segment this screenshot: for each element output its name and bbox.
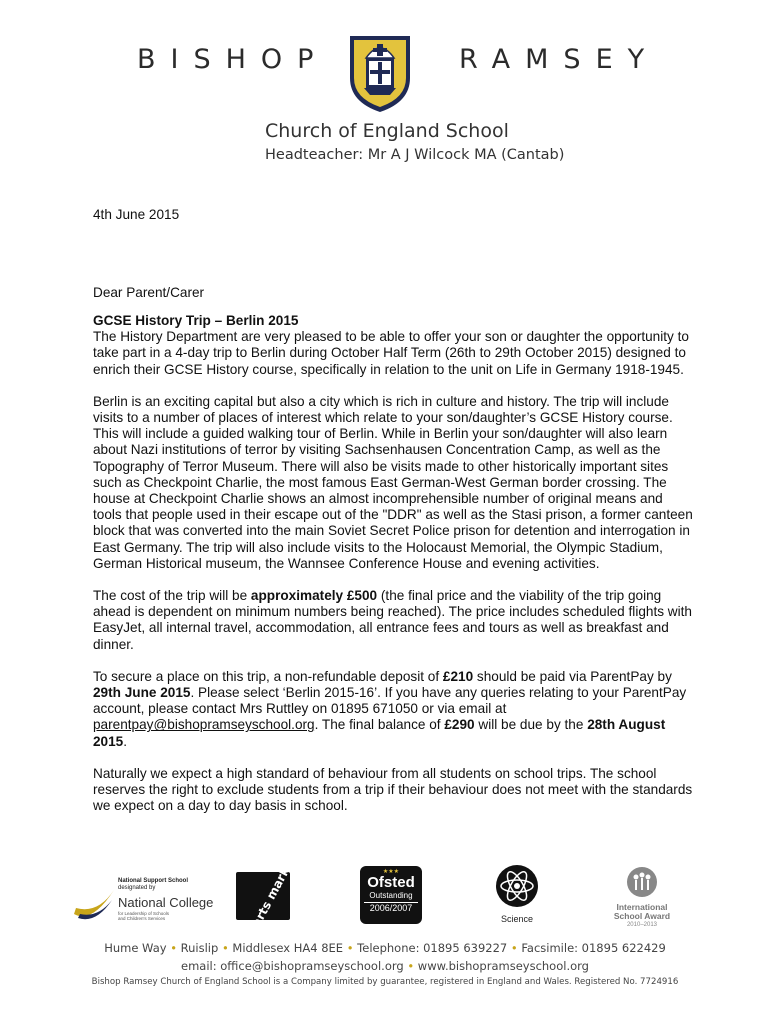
email-link[interactable]: parentpay@bishopramseyschool.org: [93, 717, 315, 733]
text-run: To secure a place on this trip, a non-refundable deposit of: [93, 668, 443, 684]
ofsted-grade: Outstanding: [369, 891, 413, 900]
letter-date: 4th June 2015: [93, 207, 180, 222]
science-label: Science: [500, 914, 534, 924]
footer-website[interactable]: www.bishopramseyschool.org: [417, 959, 589, 973]
balance-amount: £290: [444, 717, 475, 733]
ofsted-name: Ofsted: [367, 874, 415, 891]
ofsted-years: 2006/2007: [364, 902, 418, 914]
letter-body: [93, 313, 693, 830]
paragraph-itinerary: Berlin is an exciting capital but also a city which is rich in culture and history. The trip will include visits to a number of places of interest which relate to your son/daughter’s GCSE History course. This will include a guided walking tour of Berlin. While in Berlin your son/daughter will also learn about Nazi institutions of terror by visiting Sachsenhausen Concentration Camp, as well as the Topography of Terror Museum. There will also be visits made to other historically important sites such as Checkpoint Charlie, the most famous East German-West German border crossing. The house at Checkpoint Charlie shows an almost incomprehensible number of original means and tools that people used in their escape out of the "DDR" as well as the Stasi prison, a former canteen block that was converted into the main Soviet Secret Police prison for detention and interrogation in East Germany. The trip will also include visits to the Holocaust Memorial, the Olympic Stadium, German Historical museum, the Wannsee Conference House and evening activities.: [93, 393, 693, 571]
isa-line2: School Award: [613, 911, 671, 921]
artsmark-text: arts mark: [249, 864, 293, 930]
cost-amount: approximately £500: [250, 588, 378, 604]
text-run: (the final price and the viability of the trip going ahead is dependent on minimum numbers being reached). The price includes scheduled flights with EasyJet, all internal travel, accommodation, all entrance fees and tours as well as breakfast and dinner.: [93, 588, 692, 652]
nss-line2: designated by: [118, 885, 156, 891]
paragraph-intro: [93, 313, 693, 378]
footer-telephone: Telephone: 01895 639227: [357, 941, 508, 955]
text-run: .: [123, 733, 128, 749]
science-logo: [491, 864, 543, 924]
footer-county: Middlesex HA4 8EE: [232, 941, 344, 955]
footer-address: [0, 941, 770, 955]
footer-street: Hume Way: [104, 941, 167, 955]
salutation: Dear Parent/Carer: [93, 285, 205, 300]
deposit-deadline: 29th June 2015: [93, 685, 191, 701]
school-crest-icon: [346, 32, 414, 114]
paragraph-cost: [93, 588, 693, 653]
artsmark-logo: [236, 864, 293, 930]
separator-dot: •: [407, 959, 415, 973]
paragraph-payment: [93, 669, 693, 750]
letter-heading: GCSE History Trip – Berlin 2015: [93, 313, 299, 328]
separator-dot: •: [346, 941, 354, 955]
school-name-right: RAMSEY: [459, 44, 660, 75]
atom-icon: [495, 864, 539, 908]
nc-tag2: and Children's Services: [118, 916, 166, 921]
nc-tag1: for Leadership of Schools: [118, 911, 170, 916]
nc-name: National College: [118, 895, 214, 910]
footer-email[interactable]: email: office@bishopramseyschool.org: [181, 959, 404, 973]
text-run: The cost of the trip will be: [93, 588, 251, 604]
text-run: should be paid via ParentPay by: [473, 668, 672, 684]
balance-deadline: 28th August 2015: [93, 717, 666, 749]
paragraph-behaviour: Naturally we expect a high standard of behaviour from all students on school trips. The school reserves the right to exclude students from a trip if their behaviour does not meet with the standards we expect on a day to day basis in school.: [93, 765, 693, 814]
text-run: . Please select ‘Berlin 2015-16’. If you have any queries relating to your ParentPay account, please contact Mrs Ruttley on 01895 671050 or via email at: [93, 685, 687, 717]
separator-dot: •: [221, 941, 229, 955]
nss-line1: National Support School: [118, 878, 188, 884]
separator-dot: •: [170, 941, 177, 955]
ofsted-logo: [360, 866, 422, 924]
swoosh-icon: [72, 884, 118, 924]
isa-line1: International: [616, 902, 668, 912]
text-run: will be due by the: [474, 717, 588, 733]
footer-contact: [0, 959, 770, 973]
footer-town: Ruislip: [180, 941, 219, 955]
paragraph-text: The History Department are very pleased to be able to offer your son or daughter the opportunity to take part in a 4-day trip to Berlin during October Half Term (26th to 29th October 2015) designed to enrich their GCSE History course, specifically in relation to the unit on Life in Germany 1918-1945.: [93, 329, 689, 377]
national-college-logo: [72, 876, 214, 924]
school-name-left: BISHOP: [137, 44, 329, 75]
globe-figures-icon: [625, 866, 659, 898]
text-run: . The final balance of: [314, 717, 445, 733]
headteacher-line: Headteacher: Mr A J Wilcock MA (Cantab): [265, 147, 565, 163]
deposit-amount: £210: [442, 668, 474, 684]
separator-dot: •: [510, 941, 518, 955]
footer-fax: Facsimile: 01895 622429: [521, 941, 666, 955]
footer-legal: Bishop Ramsey Church of England School is a Company limited by guarantee, registered in England and Wales. Registered No. 7724916: [91, 977, 679, 987]
isa-years: 2010–2013: [626, 922, 658, 928]
school-subtitle: Church of England School: [265, 120, 509, 142]
international-school-award-logo: [606, 866, 678, 928]
stars-icon: ★★★: [382, 869, 400, 875]
